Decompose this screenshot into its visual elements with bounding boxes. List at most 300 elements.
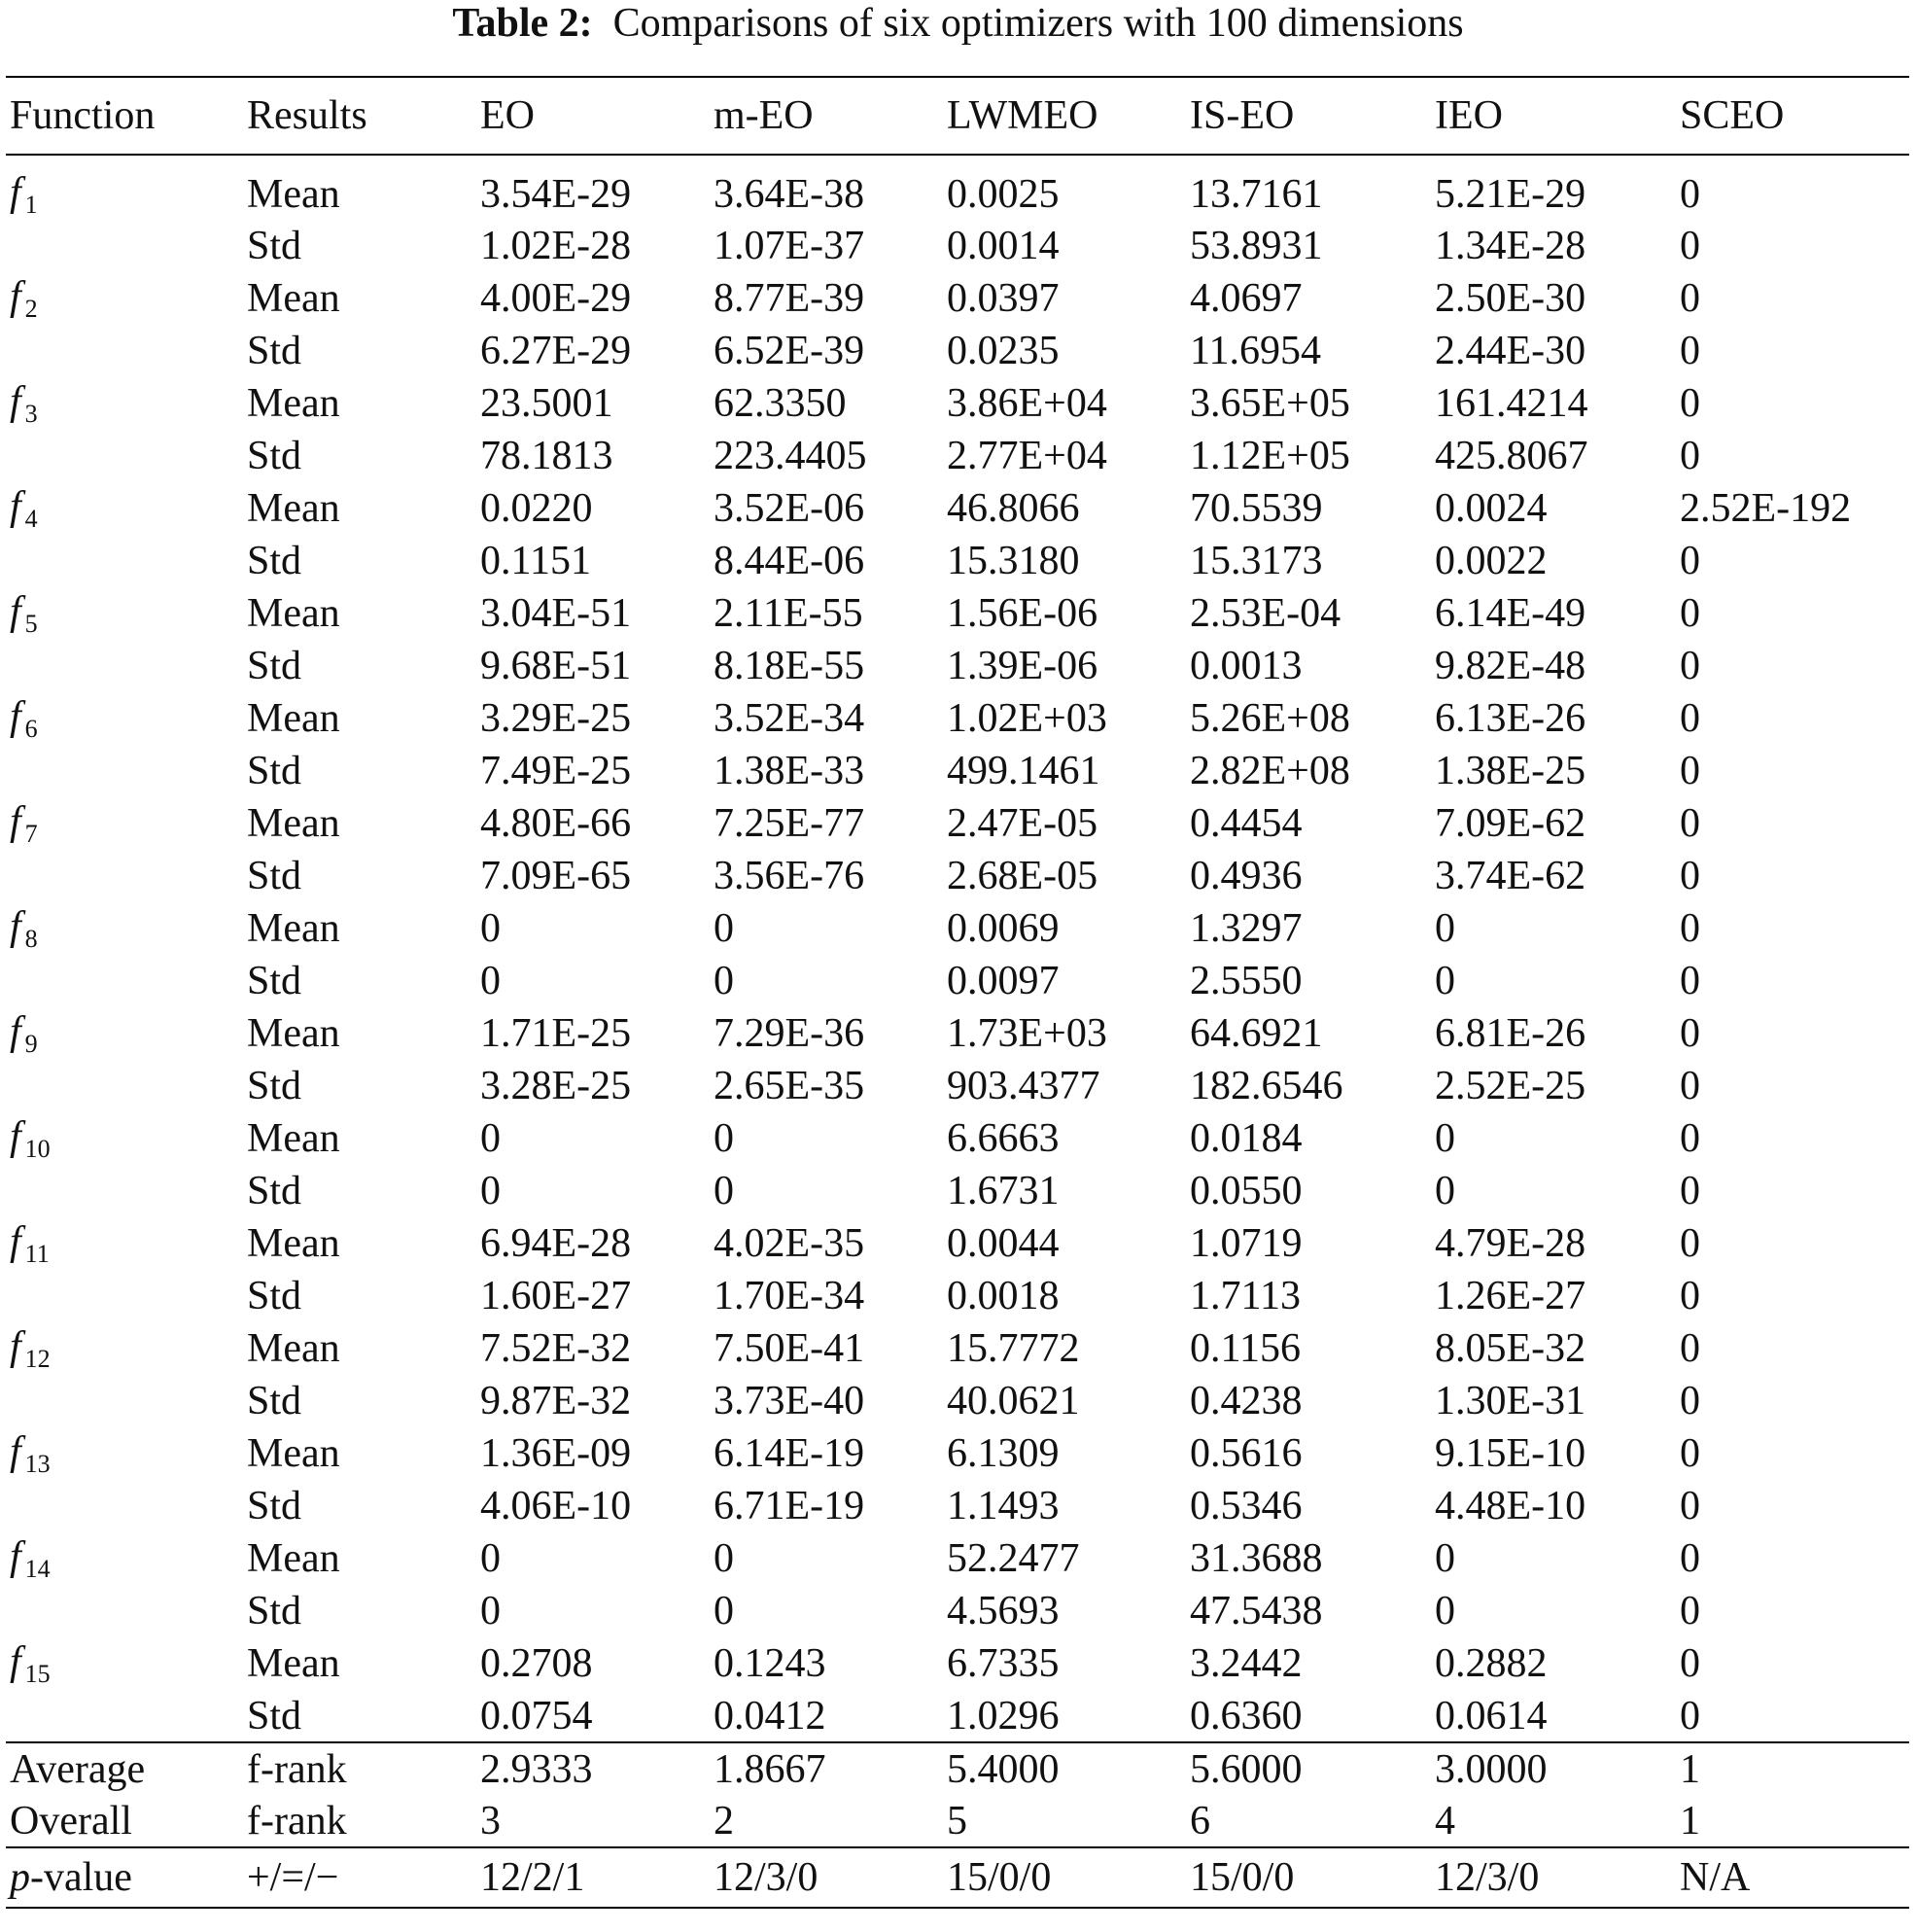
value-cell: 8.05E-32 [1435,1326,1586,1371]
result-label: Mean [247,1116,340,1161]
result-label: Std [247,434,302,478]
value-cell: 1.38E-33 [714,749,865,793]
value-cell: 0 [1435,959,1455,1003]
summary-label: Average [6,1742,243,1795]
value-cell: 1.38E-25 [1435,749,1586,793]
function-index: 14 [24,1555,51,1583]
function-cell [6,1217,243,1270]
value-cell: 2.44E-30 [1435,329,1586,373]
value-cell: 6.52E-39 [714,329,865,373]
table-row [6,797,1909,850]
result-label: Mean [247,1431,340,1476]
summary-cell: 1 [1676,1742,1909,1795]
value-cell: 8.77E-39 [714,276,865,321]
summary-cell: 3 [480,1798,501,1844]
summary-row [6,1742,1909,1795]
function-index: 3 [24,400,38,428]
pvalue-label-italic: p [10,1855,30,1900]
value-cell: 2.50E-30 [1435,276,1586,321]
value-cell: 1.0719 [1190,1221,1303,1266]
result-label: Std [247,1064,302,1108]
pvalue-cell: 12/3/0 [1431,1847,1676,1908]
value-cell: 6.27E-29 [480,329,632,373]
function-cell [6,850,243,902]
value-cell: 1.07E-37 [714,224,865,268]
value-cell: 3.73E-40 [714,1379,865,1423]
value-cell: 15.7772 [947,1326,1080,1371]
header-cell: LWMEO [943,77,1186,155]
value-cell: 1.30E-31 [1435,1379,1586,1423]
table-row [6,1480,1909,1532]
table-row [6,1165,1909,1217]
value-cell: 0 [714,1536,734,1581]
value-cell: 3.2442 [1190,1641,1303,1686]
value-cell: 0.0097 [947,959,1060,1003]
value-cell: 0.5616 [1190,1431,1303,1476]
function-index: 9 [24,1030,38,1058]
header-cell: SCEO [1676,77,1909,155]
value-cell: 0 [1680,539,1700,583]
function-name: f [10,274,21,319]
value-cell: 0 [480,959,501,1003]
value-cell: 1.02E+03 [947,696,1107,741]
value-cell: 6.6663 [947,1116,1060,1161]
value-cell: 0 [1435,1116,1455,1161]
pvalue-label [6,1847,243,1908]
function-name: f [10,484,21,529]
function-cell [6,535,243,587]
value-cell: 0 [1680,1221,1700,1266]
function-cell [6,1375,243,1427]
value-cell: 0 [1680,749,1700,793]
result-label: Mean [247,591,340,636]
header-cell: Results [243,77,476,155]
value-cell: 0 [1680,959,1700,1003]
value-cell: 0 [1680,276,1700,321]
value-cell: 0 [1435,1589,1455,1633]
value-cell: 2.11E-55 [714,591,863,636]
result-label: Std [247,1169,302,1213]
function-name: f [10,904,21,949]
value-cell: 11.6954 [1190,329,1321,373]
function-cell [6,1007,243,1060]
summary-cell: 2 [714,1798,734,1844]
header-cell: EO [476,77,710,155]
value-cell: 52.2477 [947,1536,1080,1581]
value-cell: 0.1156 [1190,1326,1301,1371]
value-cell: 2.47E-05 [947,801,1098,846]
value-cell: 0.4238 [1190,1379,1303,1423]
value-cell: 4.5693 [947,1589,1060,1633]
function-cell [6,1322,243,1375]
value-cell: 6.7335 [947,1641,1060,1686]
value-cell: 0 [1680,854,1700,898]
value-cell: 1.56E-06 [947,591,1098,636]
caption-label: Table 2: [452,1,593,46]
table-row [6,430,1909,482]
pvalue-cell: 15/0/0 [943,1847,1186,1908]
value-cell: 0.4454 [1190,801,1303,846]
result-label: Mean [247,1641,340,1686]
value-cell: 7.09E-65 [480,854,632,898]
function-index: 6 [24,715,38,743]
value-cell: 0.0018 [947,1274,1060,1318]
function-cell [6,1637,243,1690]
table-row [6,535,1909,587]
function-name: f [10,799,21,844]
value-cell: 0 [1680,801,1700,846]
results-table [6,76,1909,1909]
result-label: Std [247,1589,302,1633]
value-cell: 0.1243 [714,1641,826,1686]
table-row [6,155,1909,220]
result-label: Std [247,959,302,1003]
summary-cell: 5.4000 [943,1742,1186,1795]
value-cell: 0.1151 [480,539,591,583]
value-cell: 4.48E-10 [1435,1484,1586,1528]
table-row [6,1532,1909,1585]
value-cell: 0 [1680,1641,1700,1686]
value-cell: 0 [1680,1379,1700,1423]
summary-cell: 2.9333 [476,1742,710,1795]
caption-text: Comparisons of six optimizers with 100 dimensions [612,1,1464,46]
value-cell: 0 [480,1589,501,1633]
value-cell: 0 [1435,906,1455,951]
table-caption [0,2,1916,45]
summary-body [6,1742,1909,1847]
value-cell: 3.04E-51 [480,591,632,636]
value-cell: 0 [714,1169,734,1213]
result-label: Std [247,1274,302,1318]
value-cell: 0 [1680,329,1700,373]
value-cell: 2.77E+04 [947,434,1107,478]
function-index: 8 [24,925,38,953]
value-cell: 0.0044 [947,1221,1060,1266]
value-cell: 53.8931 [1190,224,1323,268]
value-cell: 13.7161 [1190,172,1323,217]
summary-row [6,1795,1909,1847]
value-cell: 1.34E-28 [1435,224,1586,268]
value-cell: 0.0184 [1190,1116,1303,1161]
table-row [6,482,1909,535]
value-cell: 9.82E-48 [1435,644,1586,688]
value-cell: 0 [1680,1536,1700,1581]
header-cell: IS-EO [1186,77,1431,155]
value-cell: 1.26E-27 [1435,1274,1586,1318]
table-row [6,272,1909,325]
value-cell: 0.0025 [947,172,1060,217]
value-cell: 1.3297 [1190,906,1303,951]
function-cell [6,325,243,377]
table-row [6,745,1909,797]
value-cell: 0.0014 [947,224,1060,268]
value-cell: 1.6731 [947,1169,1060,1213]
function-name: f [10,694,21,739]
value-cell: 0 [714,906,734,951]
result-label: Std [247,1379,302,1423]
value-cell: 0 [714,959,734,1003]
table-row [6,1060,1909,1112]
value-cell: 0 [1680,1589,1700,1633]
value-cell: 6.13E-26 [1435,696,1586,741]
function-cell [6,377,243,430]
function-index: 7 [24,820,38,848]
value-cell: 23.5001 [480,381,613,426]
value-cell: 0 [1680,434,1700,478]
pvalue-row [6,1847,1909,1908]
function-cell [6,1532,243,1585]
value-cell: 2.65E-35 [714,1064,865,1108]
value-cell: 0.2882 [1435,1641,1548,1686]
value-cell: 6.81E-26 [1435,1011,1586,1056]
value-cell: 223.4405 [714,434,867,478]
table-row [6,220,1909,272]
value-cell: 1.60E-27 [480,1274,632,1318]
value-cell: 3.56E-76 [714,854,865,898]
function-index: 2 [24,295,38,323]
value-cell: 1.02E-28 [480,224,632,268]
function-name: f [10,170,21,215]
function-cell [6,272,243,325]
table-row [6,1427,1909,1480]
value-cell: 1.39E-06 [947,644,1098,688]
pvalue-cell: N/A [1676,1847,1909,1908]
function-index: 12 [24,1345,51,1373]
value-cell: 3.74E-62 [1435,854,1586,898]
header-row [6,77,1909,155]
value-cell: 9.15E-10 [1435,1431,1586,1476]
function-name: f [10,1009,21,1054]
table-row [6,850,1909,902]
function-name: f [10,1534,21,1579]
result-label: Mean [247,486,340,531]
value-cell: 2.52E-25 [1435,1064,1586,1108]
value-cell: 3.54E-29 [480,172,632,217]
result-label: Mean [247,1326,340,1371]
value-cell: 1.12E+05 [1190,434,1350,478]
function-name: f [10,1324,21,1369]
value-cell: 4.80E-66 [480,801,632,846]
value-cell: 9.87E-32 [480,1379,632,1423]
function-cell [6,1427,243,1480]
table-row [6,1585,1909,1637]
value-cell: 78.1813 [480,434,613,478]
value-cell: 0 [1680,1274,1700,1318]
value-cell: 3.64E-38 [714,172,865,217]
value-cell: 4.0697 [1190,276,1303,321]
result-label: Mean [247,1536,340,1581]
value-cell: 47.5438 [1190,1589,1323,1633]
value-cell: 4.06E-10 [480,1484,632,1528]
value-cell: 3.65E+05 [1190,381,1350,426]
header-cell: m-EO [710,77,943,155]
value-cell: 4.02E-35 [714,1221,865,1266]
value-cell: 7.25E-77 [714,801,865,846]
value-cell: 70.5539 [1190,486,1323,531]
function-cell [6,155,243,220]
data-body [6,155,1909,1742]
value-cell: 6.14E-19 [714,1431,865,1476]
value-cell: 3.29E-25 [480,696,632,741]
summary-label: Overall [10,1798,132,1844]
result-label: Std [247,749,302,793]
result-label: Std [247,539,302,583]
value-cell: 8.18E-55 [714,644,865,688]
function-name: f [10,589,21,634]
value-cell: 7.50E-41 [714,1326,865,1371]
value-cell: 0 [1680,1169,1700,1213]
value-cell: 0 [1680,1326,1700,1371]
value-cell: 2.68E-05 [947,854,1098,898]
function-cell [6,1060,243,1112]
result-label: Std [247,224,302,268]
table-row [6,902,1909,955]
summary-cell: 1.8667 [710,1742,943,1795]
value-cell: 5.26E+08 [1190,696,1350,741]
value-cell: 3.28E-25 [480,1064,632,1108]
summary-cell: 5.6000 [1186,1742,1431,1795]
value-cell: 8.44E-06 [714,539,865,583]
function-cell [6,640,243,692]
value-cell: 2.52E-192 [1680,486,1852,531]
value-cell: 4.79E-28 [1435,1221,1586,1266]
function-cell [6,745,243,797]
value-cell: 62.3350 [714,381,847,426]
value-cell: 4.00E-29 [480,276,632,321]
value-cell: 182.6546 [1190,1064,1343,1108]
pvalue-label-rest: -value [30,1855,132,1900]
function-cell [6,1585,243,1637]
function-index: 11 [24,1240,50,1268]
value-cell: 0 [1680,696,1700,741]
value-cell: 0 [1680,644,1700,688]
function-index: 1 [24,191,38,219]
value-cell: 1.70E-34 [714,1274,865,1318]
value-cell: 3.52E-06 [714,486,865,531]
value-cell: 0 [1680,1064,1700,1108]
value-cell: 161.4214 [1435,381,1588,426]
function-name: f [10,379,21,424]
header-cell: Function [6,77,243,155]
result-label: Std [247,1484,302,1528]
value-cell: 31.3688 [1190,1536,1323,1581]
function-cell [6,587,243,640]
table-row [6,1007,1909,1060]
value-cell: 0.4936 [1190,854,1303,898]
value-cell: 0 [1680,381,1700,426]
value-cell: 0 [1680,1484,1700,1528]
value-cell: 0 [1680,906,1700,951]
value-cell: 0.2708 [480,1641,593,1686]
value-cell: 425.8067 [1435,434,1588,478]
value-cell: 7.49E-25 [480,749,632,793]
summary-cell: 1 [1680,1798,1700,1844]
summary-cell: 5 [947,1798,967,1844]
value-cell: 0 [1680,1431,1700,1476]
table-row [6,325,1909,377]
function-cell [6,220,243,272]
table-row [6,1217,1909,1270]
pvalue-metric: +/=/− [243,1847,476,1908]
pvalue-cell: 12/2/1 [476,1847,710,1908]
function-cell [6,797,243,850]
value-cell: 903.4377 [947,1064,1100,1108]
table-row [6,692,1909,745]
value-cell: 0.0220 [480,486,593,531]
value-cell: 0 [480,906,501,951]
result-label: Mean [247,172,340,217]
table-row [6,1637,1909,1690]
summary-metric: f-rank [243,1742,476,1795]
value-cell: 46.8066 [947,486,1080,531]
function-cell [6,1480,243,1532]
value-cell: 0 [1680,172,1700,217]
result-label: Mean [247,1011,340,1056]
table-row [6,955,1909,1007]
table-row [6,1322,1909,1375]
function-name: f [10,1429,21,1474]
value-cell: 6.1309 [947,1431,1060,1476]
table-row [6,1270,1909,1322]
value-cell: 0.0412 [714,1693,826,1739]
value-cell: 0.6360 [1190,1693,1303,1739]
pvalue-cell: 15/0/0 [1186,1847,1431,1908]
value-cell: 1.73E+03 [947,1011,1107,1056]
pvalue-cell: 12/3/0 [710,1847,943,1908]
function-cell [6,902,243,955]
value-cell: 1.0296 [947,1693,1060,1739]
function-cell [6,955,243,1007]
result-label: Mean [247,906,340,951]
function-index: 10 [24,1135,51,1163]
value-cell: 3.52E-34 [714,696,865,741]
value-cell: 0 [1680,1011,1700,1056]
summary-cell: 3.0000 [1431,1742,1676,1795]
result-label: Std [247,329,302,373]
result-label: Std [247,854,302,898]
header-cell: IEO [1431,77,1676,155]
value-cell: 1.1493 [947,1484,1060,1528]
summary-cell: 6 [1190,1798,1210,1844]
value-cell: 0.0614 [1435,1693,1548,1739]
summary-cell: 4 [1435,1798,1455,1844]
value-cell: 40.0621 [947,1379,1080,1423]
value-cell: 15.3173 [1190,539,1323,583]
value-cell: 0 [480,1169,501,1213]
function-index: 5 [24,610,38,638]
value-cell: 0.0397 [947,276,1060,321]
function-index: 4 [24,505,38,533]
value-cell: 0 [1435,1169,1455,1213]
value-cell: 2.53E-04 [1190,591,1341,636]
value-cell: 7.09E-62 [1435,801,1586,846]
function-cell [6,1270,243,1322]
value-cell: 1.7113 [1190,1274,1301,1318]
function-cell [6,482,243,535]
result-label: Mean [247,1221,340,1266]
value-cell: 0 [1680,1693,1700,1739]
function-name: f [10,1639,21,1684]
function-cell [6,1690,243,1742]
result-label: Mean [247,696,340,741]
value-cell: 0.0013 [1190,644,1303,688]
function-index: 13 [24,1450,51,1478]
table-row [6,377,1909,430]
function-name: f [10,1114,21,1159]
value-cell: 499.1461 [947,749,1100,793]
value-cell: 64.6921 [1190,1011,1323,1056]
value-cell: 0.0022 [1435,539,1548,583]
